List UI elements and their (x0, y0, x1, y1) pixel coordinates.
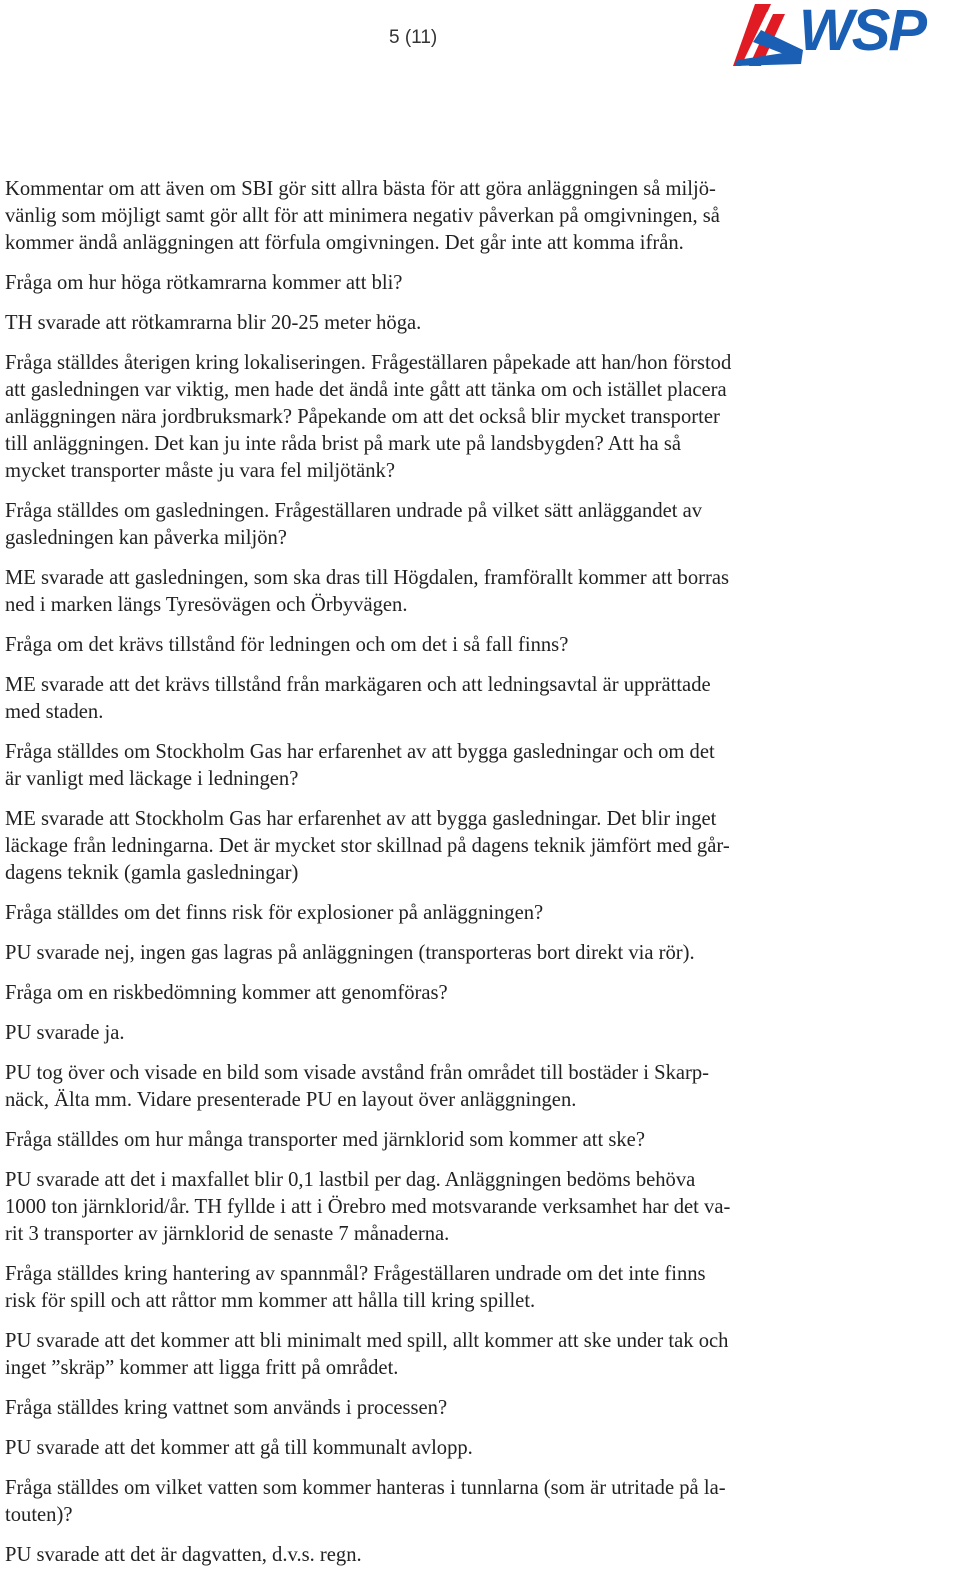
paragraph: Kommentar om att även om SBI gör sitt allra bästa för att göra anläggningen så miljö- vänlig som möjligt samt gör allt för att minimera negativ påverkan på omgivningen, så kommer ändå anläggningen att förfula omgivningen. Det går inte att komma ifrån. (5, 178, 720, 254)
paragraph: Fråga ställdes om Stockholm Gas har erfarenhet av att bygga gasledningar och om det är vanligt med läckage i ledningen? (5, 741, 715, 790)
paragraph: ME svarade att gasledningen, som ska dras till Högdalen, framförallt kommer att borras ned i marken längs Tyresövägen och Örbyvägen. (5, 567, 730, 616)
paragraph: Fråga ställdes om vilket vatten som kommer hanteras i tunnlarna (som är utritade på la- touten)? (5, 1477, 726, 1526)
paragraph: PU svarade ja. (5, 1022, 125, 1044)
paragraph: Fråga om det krävs tillstånd för ledningen och om det i så fall finns? (5, 634, 569, 656)
paragraph: PU svarade att det kommer att bli minimalt med spill, allt kommer att ske under tak och inget ”skräp” kommer att ligga fritt på området. (5, 1330, 729, 1379)
paragraph: ME svarade att det krävs tillstånd från markägaren och att ledningsavtal är upprättade med staden. (5, 674, 711, 723)
paragraph: Fråga om en riskbedömning kommer att genomföras? (5, 982, 448, 1004)
paragraph: Fråga ställdes om det finns risk för explosioner på anläggningen? (5, 902, 544, 924)
paragraph: Fråga ställdes kring vattnet som används i processen? (5, 1397, 448, 1419)
wsp-logo (733, 0, 953, 70)
paragraph: PU svarade nej, ingen gas lagras på anläggningen (transporteras bort direkt via rör). (5, 942, 695, 964)
paragraph: PU tog över och visade en bild som visade avstånd från området till bostäder i Skarp- näck, Älta mm. Vidare presenterade PU en layout över anläggningen. (5, 1062, 710, 1111)
paragraph: PU svarade att det är dagvatten, d.v.s. regn. (5, 1544, 362, 1566)
logo-wordmark: WSP (799, 0, 926, 63)
paragraph: ME svarade att Stockholm Gas har erfarenhet av att bygga gasledningar. Det blir inget läckage från ledningarna. Det är mycket stor skillnad på dagens teknik jämfört med går- dagens teknik (gamla gasledningar) (5, 808, 730, 884)
paragraph: Fråga ställdes om gasledningen. Frågeställaren undrade på vilket sätt anläggandet av gasledningen kan påverka miljön? (5, 500, 703, 549)
paragraph: PU svarade att det kommer att gå till kommunalt avlopp. (5, 1437, 473, 1459)
document-body (5, 176, 855, 1582)
paragraph: Fråga ställdes kring hantering av spannmål? Frågeställaren undrade om det inte finns risk för spill och att råttor mm kommer att hålla till kring spillet. (5, 1263, 706, 1312)
paragraph: PU svarade att det i maxfallet blir 0,1 lastbil per dag. Anläggningen bedöms behöva 1000 ton järnklorid/år. TH fyllde i att i Örebro med motsvarande verksamhet har det va- rit 3 transporter av järnklorid de senaste 7 månaderna. (5, 1169, 731, 1245)
page-number: 5 (11) (389, 27, 438, 48)
paragraph: Fråga ställdes återigen kring lokaliseringen. Frågeställaren påpekade att han/hon förstod att gasledningen var viktig, men hade det ändå inte gått att tänka om och istället placera anläggningen nära jordbruksmark? Påpekande om att det också blir mycket transporter till anläggningen. Det kan ju inte råda brist på mark ute på landsbygden? Att ha så mycket transporter måste ju vara fel miljötänk? (5, 352, 732, 482)
paragraph: Fråga om hur höga rötkamrarna kommer att bli? (5, 272, 403, 294)
logo-emblem-icon (733, 4, 803, 66)
paragraph: Fråga ställdes om hur många transporter med järnklorid som kommer att ske? (5, 1129, 645, 1151)
paragraph: TH svarade att rötkamrarna blir 20-25 meter höga. (5, 312, 422, 334)
